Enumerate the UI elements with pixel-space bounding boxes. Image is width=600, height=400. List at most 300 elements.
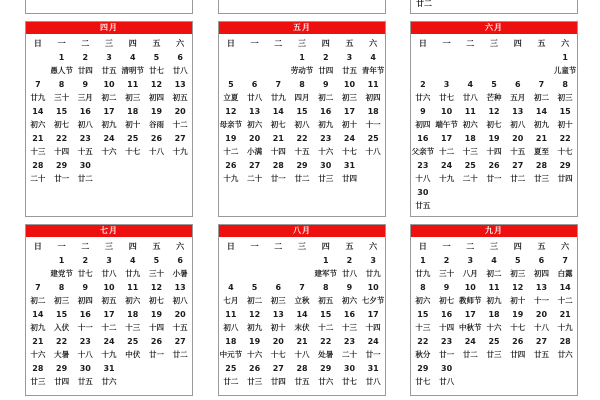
day-lunar-label: 十九 xyxy=(223,174,239,183)
day-number: 22 xyxy=(559,134,571,143)
day-number: 24 xyxy=(367,337,379,346)
empty-cell xyxy=(266,52,290,64)
day-lunar-label: 廿四 xyxy=(341,174,357,183)
day-lunar-label: 廿三 xyxy=(533,174,549,183)
day-lunar-label: 初七 xyxy=(148,296,164,305)
day-number: 16 xyxy=(343,310,356,319)
weekday-label: 六 xyxy=(176,242,185,251)
day-number: 11 xyxy=(225,310,237,319)
day-number: 7 xyxy=(299,283,305,292)
day-number: 1 xyxy=(420,256,426,265)
empty-cell xyxy=(411,64,435,78)
weekday-label: 日 xyxy=(418,242,427,251)
day-number: 14 xyxy=(272,107,284,116)
month-panel-july xyxy=(25,224,193,396)
day-number: 18 xyxy=(127,310,139,319)
empty-cell xyxy=(219,267,243,281)
week-row xyxy=(219,336,385,362)
day-lunar-label: 廿一 xyxy=(439,350,455,359)
day-number: 6 xyxy=(538,256,545,265)
day-lunar-label: 初十 xyxy=(270,323,286,332)
day-number: 21 xyxy=(296,337,308,346)
day-number: 31 xyxy=(367,364,379,373)
day-lunar-label: 初二 xyxy=(318,93,334,102)
day-number: 23 xyxy=(79,337,91,346)
day-lunar-label: 三十 xyxy=(54,93,70,102)
empty-cell xyxy=(553,187,577,199)
day-number: 2 xyxy=(82,256,89,265)
day-number: 4 xyxy=(129,256,136,265)
day-lunar-label: 廿八 xyxy=(172,66,188,75)
week-row xyxy=(411,309,577,335)
day-lunar-label: 初四 xyxy=(148,93,164,102)
day-lunar-label: 初四 xyxy=(365,93,381,102)
week-row xyxy=(411,160,577,186)
week-row xyxy=(411,363,577,389)
day-number: 1 xyxy=(299,53,305,62)
empty-cell xyxy=(482,187,506,199)
day-lunar-label: 十八 xyxy=(415,174,431,183)
day-number: 25 xyxy=(127,337,139,346)
day-number: 24 xyxy=(103,134,115,143)
weekday-label: 一 xyxy=(442,242,451,251)
day-lunar-label: 初六 xyxy=(30,120,46,129)
day-lunar-label: 廿三 xyxy=(30,377,46,386)
day-lunar-label: 廿三 xyxy=(247,377,263,386)
day-lunar-label: 初二 xyxy=(101,93,117,102)
day-number: 19 xyxy=(150,310,163,319)
day-lunar-label: 十三 xyxy=(341,323,357,332)
month-title-april: 四月 xyxy=(26,22,192,34)
week-row xyxy=(219,133,385,159)
day-number: 26 xyxy=(249,364,261,373)
month-title-july: 七月 xyxy=(26,225,192,237)
empty-cell xyxy=(458,64,482,78)
weekday-label: 二 xyxy=(81,242,90,251)
day-lunar-label: 廿六 xyxy=(101,377,117,386)
day-lunar-label: 廿七 xyxy=(148,66,164,75)
day-lunar-label: 十九 xyxy=(101,350,117,359)
day-lunar-label: 八月 xyxy=(462,269,478,278)
day-lunar-label: 中秋节 xyxy=(459,323,482,332)
day-lunar-label: 初六 xyxy=(125,296,141,305)
day-lunar-label: 廿四 xyxy=(557,174,573,183)
day-lunar-label: 初八 xyxy=(223,323,239,332)
day-number: 5 xyxy=(153,256,160,265)
day-number: 4 xyxy=(228,283,234,292)
day-number: 14 xyxy=(296,310,308,319)
day-lunar-label: 十六 xyxy=(247,350,263,359)
day-number: 25 xyxy=(488,337,500,346)
day-number: 9 xyxy=(443,283,450,292)
week-row xyxy=(219,255,385,281)
day-lunar-label: 夏至 xyxy=(533,147,549,156)
day-lunar-label: 廿四 xyxy=(54,377,70,386)
empty-cell xyxy=(435,64,459,78)
day-number: 24 xyxy=(464,337,476,346)
day-lunar-label: 初四 xyxy=(533,269,549,278)
day-lunar-label: 初九 xyxy=(247,323,263,332)
empty-cell xyxy=(553,375,577,389)
empty-cell xyxy=(506,52,530,64)
day-number: 10 xyxy=(103,80,115,89)
day-lunar-label: 初九 xyxy=(486,296,502,305)
day-lunar-label: 初二 xyxy=(533,93,549,102)
day-number: 6 xyxy=(275,283,282,292)
empty-cell xyxy=(458,363,482,375)
day-number: 4 xyxy=(129,53,136,62)
weekday-row xyxy=(26,36,192,51)
day-lunar-label: 初九 xyxy=(30,323,46,332)
day-lunar-label: 白露 xyxy=(557,269,573,278)
day-lunar-label: 立夏 xyxy=(223,93,239,102)
day-number: 12 xyxy=(249,310,261,319)
day-lunar-label: 廿二 xyxy=(462,350,478,359)
day-lunar-label: 初二 xyxy=(247,296,263,305)
empty-cell xyxy=(458,199,482,213)
day-lunar-label: 清明节 xyxy=(121,66,144,75)
day-number: 18 xyxy=(225,337,237,346)
day-lunar-label: 二十 xyxy=(30,174,46,183)
empty-cell xyxy=(482,375,506,389)
empty-cell xyxy=(458,375,482,389)
day-number: 7 xyxy=(275,80,282,89)
day-number: 10 xyxy=(367,283,379,292)
day-number: 27 xyxy=(174,337,186,346)
day-number: 3 xyxy=(106,256,112,265)
day-number: 13 xyxy=(174,80,186,89)
week-row xyxy=(411,282,577,308)
empty-cell xyxy=(458,187,482,199)
day-number: 12 xyxy=(150,283,163,292)
day-number: 8 xyxy=(58,80,65,89)
day-lunar-label: 十六 xyxy=(30,350,46,359)
day-lunar-label: 七夕节 xyxy=(361,296,385,305)
day-lunar-label: 廿一 xyxy=(270,174,286,183)
day-number: 6 xyxy=(251,80,258,89)
day-lunar-label: 二十 xyxy=(341,350,357,359)
weekday-label: 日 xyxy=(226,39,235,48)
day-number: 12 xyxy=(150,80,163,89)
day-number: 11 xyxy=(464,107,476,116)
day-number: 20 xyxy=(174,107,186,116)
day-lunar-label: 教师节 xyxy=(459,296,482,305)
day-number: 30 xyxy=(417,188,429,197)
weekday-label: 二 xyxy=(274,39,283,48)
weekday-label: 三 xyxy=(490,242,499,251)
weekday-label: 三 xyxy=(105,242,114,251)
day-lunar-label: 初三 xyxy=(125,93,141,102)
day-number: 17 xyxy=(343,107,356,116)
day-lunar-label: 廿二 xyxy=(223,377,239,386)
day-number: 30 xyxy=(343,364,356,373)
day-lunar-label: 十八 xyxy=(294,350,310,359)
week-row xyxy=(219,106,385,132)
day-number: 6 xyxy=(177,256,183,265)
day-number: 23 xyxy=(79,134,91,143)
day-lunar-label: 廿四 xyxy=(510,350,526,359)
weekday-label: 四 xyxy=(321,39,330,48)
day-lunar-label: 七月 xyxy=(223,296,239,305)
empty-cell xyxy=(97,160,121,172)
day-lunar-label: 廿一 xyxy=(148,350,164,359)
day-lunar-label: 廿七 xyxy=(341,377,357,386)
empty-cell xyxy=(290,255,314,267)
day-number: 31 xyxy=(343,161,356,170)
day-number: 23 xyxy=(441,337,453,346)
day-number: 12 xyxy=(488,107,500,116)
day-number: 26 xyxy=(150,134,163,143)
empty-cell xyxy=(121,160,145,172)
day-number: 20 xyxy=(174,310,186,319)
day-number: 8 xyxy=(58,283,65,292)
empty-cell xyxy=(506,187,530,199)
week-row xyxy=(26,106,192,132)
day-lunar-label: 廿二 xyxy=(77,174,93,183)
day-number: 27 xyxy=(512,161,524,170)
day-lunar-label: 大暑 xyxy=(54,350,70,359)
empty-cell xyxy=(482,363,506,375)
empty-cell xyxy=(145,160,169,172)
day-lunar-label: 十七 xyxy=(510,323,526,332)
week-row xyxy=(26,255,192,281)
empty-cell xyxy=(145,363,169,375)
day-number: 21 xyxy=(272,134,284,143)
day-lunar-label: 母亲节 xyxy=(219,120,243,129)
day-lunar-label: 十四 xyxy=(486,147,502,156)
empty-cell xyxy=(26,64,50,78)
day-lunar-label: 五月 xyxy=(510,93,526,102)
weekday-label: 二 xyxy=(466,242,475,251)
day-lunar-label: 廿八 xyxy=(247,93,263,102)
day-number: 29 xyxy=(296,161,308,170)
day-lunar-label: 劳动节 xyxy=(290,66,314,75)
weekday-label: 三 xyxy=(298,39,307,48)
month-title-august: 八月 xyxy=(219,225,385,237)
empty-cell xyxy=(168,375,192,389)
day-lunar-label: 初二 xyxy=(486,269,502,278)
day-number: 21 xyxy=(32,134,44,143)
day-lunar-label: 十五 xyxy=(77,147,93,156)
day-number: 25 xyxy=(464,161,476,170)
day-lunar-label: 十三 xyxy=(125,323,141,332)
weekday-label: 二 xyxy=(81,39,90,48)
empty-cell xyxy=(26,52,50,64)
weekday-label: 一 xyxy=(57,39,66,48)
empty-cell xyxy=(506,199,530,213)
day-number: 19 xyxy=(249,337,261,346)
day-lunar-label: 十八 xyxy=(77,350,93,359)
day-number: 9 xyxy=(346,283,353,292)
day-lunar-label: 初七 xyxy=(439,296,455,305)
day-lunar-label: 十一 xyxy=(77,323,93,332)
day-number: 12 xyxy=(225,107,237,116)
day-lunar-label: 初十 xyxy=(125,120,141,129)
day-number: 17 xyxy=(464,310,476,319)
day-number: 8 xyxy=(299,80,305,89)
day-number: 30 xyxy=(441,364,453,373)
day-number: 22 xyxy=(296,134,308,143)
week-row xyxy=(411,52,577,78)
day-number: 4 xyxy=(370,53,376,62)
day-number: 15 xyxy=(56,107,68,116)
day-lunar-label: 初七 xyxy=(486,120,502,129)
day-number: 26 xyxy=(150,337,163,346)
day-lunar-label: 中伏 xyxy=(125,350,141,359)
day-number: 9 xyxy=(420,107,426,116)
day-number: 15 xyxy=(417,310,429,319)
day-number: 13 xyxy=(174,283,186,292)
weekday-label: 五 xyxy=(345,39,354,48)
day-lunar-label: 十二 xyxy=(318,323,334,332)
day-lunar-label: 建军节 xyxy=(314,269,337,278)
empty-cell xyxy=(121,172,145,186)
day-number: 27 xyxy=(249,161,261,170)
day-number: 22 xyxy=(56,134,68,143)
day-lunar-label: 初八 xyxy=(294,120,310,129)
empty-cell xyxy=(482,52,506,64)
day-lunar-label: 廿五 xyxy=(77,377,93,386)
month-title-may: 五月 xyxy=(219,22,385,34)
weekday-label: 一 xyxy=(57,242,66,251)
day-lunar-label: 廿八 xyxy=(462,93,478,102)
day-lunar-label: 十四 xyxy=(148,323,164,332)
empty-cell xyxy=(482,64,506,78)
day-lunar-label: 秋分 xyxy=(415,350,431,359)
day-number: 3 xyxy=(106,53,112,62)
day-number: 11 xyxy=(127,283,139,292)
weekday-label: 一 xyxy=(250,39,259,48)
day-number: 8 xyxy=(420,283,426,292)
day-lunar-label: 廿五 xyxy=(341,66,357,75)
day-number: 24 xyxy=(441,161,453,170)
day-lunar-label: 廿九 xyxy=(30,93,46,102)
empty-cell xyxy=(411,52,435,64)
day-number: 28 xyxy=(559,337,571,346)
day-number: 11 xyxy=(127,80,139,89)
day-lunar-label: 十三 xyxy=(462,147,478,156)
empty-cell xyxy=(168,363,192,375)
day-number: 29 xyxy=(559,161,571,170)
day-number: 21 xyxy=(559,310,571,319)
day-number: 13 xyxy=(512,107,524,116)
day-number: 9 xyxy=(322,80,329,89)
day-number: 16 xyxy=(441,310,453,319)
day-lunar-label: 小满 xyxy=(247,147,263,156)
empty-cell xyxy=(290,267,314,281)
empty-cell xyxy=(530,52,554,64)
week-row xyxy=(219,79,385,105)
day-lunar-label: 初八 xyxy=(510,120,526,129)
month-title-june: 六月 xyxy=(411,22,577,34)
empty-cell xyxy=(219,64,243,78)
day-lunar-label: 廿九 xyxy=(125,269,141,278)
day-lunar-label: 初九 xyxy=(318,120,334,129)
weekday-label: 四 xyxy=(128,39,137,48)
day-number: 25 xyxy=(367,134,379,143)
weekday-label: 二 xyxy=(274,242,283,251)
empty-cell xyxy=(243,255,267,267)
day-number: 23 xyxy=(320,134,332,143)
day-number: 4 xyxy=(467,80,474,89)
day-lunar-label: 青年节 xyxy=(361,66,385,75)
day-number: 5 xyxy=(251,283,258,292)
weekday-label: 四 xyxy=(128,242,137,251)
day-number: 11 xyxy=(488,283,500,292)
day-number: 17 xyxy=(441,134,453,143)
day-lunar-label: 十七 xyxy=(125,147,141,156)
empty-cell xyxy=(435,187,459,199)
day-number: 14 xyxy=(535,107,548,116)
week-row xyxy=(26,79,192,105)
day-number: 19 xyxy=(150,107,163,116)
day-lunar-label: 初十 xyxy=(510,296,526,305)
day-lunar-label: 三月 xyxy=(77,93,93,102)
day-lunar-label: 初二 xyxy=(30,296,46,305)
month-panel-august xyxy=(218,224,386,396)
day-lunar-label: 廿三 xyxy=(318,174,334,183)
day-number: 14 xyxy=(32,107,44,116)
day-number: 14 xyxy=(559,283,571,292)
week-row xyxy=(219,160,385,186)
partial-month-box-2 xyxy=(218,0,386,14)
empty-cell xyxy=(145,375,169,389)
weekday-label: 六 xyxy=(176,39,185,48)
day-lunar-label: 初七 xyxy=(270,120,286,129)
day-lunar-label: 廿八 xyxy=(439,377,455,386)
day-number: 28 xyxy=(296,364,308,373)
day-lunar-label: 初九 xyxy=(101,120,117,129)
day-number: 17 xyxy=(103,310,115,319)
day-lunar-label: 廿四 xyxy=(270,377,286,386)
day-number: 7 xyxy=(562,256,568,265)
day-number: 28 xyxy=(32,161,44,170)
empty-cell xyxy=(168,160,192,172)
empty-cell xyxy=(361,160,385,172)
day-lunar-label: 廿二 xyxy=(294,174,310,183)
day-lunar-label: 初四 xyxy=(77,296,93,305)
day-lunar-label: 端午节 xyxy=(435,120,458,129)
day-number: 10 xyxy=(441,107,453,116)
day-lunar-label: 初五 xyxy=(172,93,188,102)
day-number: 22 xyxy=(417,337,429,346)
day-lunar-label: 十八 xyxy=(533,323,549,332)
empty-cell xyxy=(97,172,121,186)
day-number: 28 xyxy=(535,161,548,170)
day-lunar-label: 初六 xyxy=(462,120,478,129)
empty-cell xyxy=(553,363,577,375)
weekday-label: 三 xyxy=(490,39,499,48)
day-lunar-label: 廿一 xyxy=(486,174,502,183)
day-number: 14 xyxy=(32,310,44,319)
empty-cell xyxy=(435,52,459,64)
empty-cell xyxy=(219,52,243,64)
empty-cell xyxy=(435,199,459,213)
day-number: 4 xyxy=(491,256,497,265)
week-row xyxy=(26,282,192,308)
empty-cell xyxy=(145,172,169,186)
day-number: 6 xyxy=(514,80,521,89)
empty-cell xyxy=(553,199,577,213)
day-lunar-label: 廿六 xyxy=(557,350,573,359)
day-lunar-label: 建党节 xyxy=(50,269,73,278)
empty-cell xyxy=(530,187,554,199)
day-lunar-label: 十四 xyxy=(270,147,286,156)
day-lunar-label: 廿五 xyxy=(101,66,117,75)
day-lunar-label: 末伏 xyxy=(294,323,310,332)
day-lunar-label: 廿四 xyxy=(318,66,334,75)
day-lunar-label: 廿七 xyxy=(415,377,431,386)
